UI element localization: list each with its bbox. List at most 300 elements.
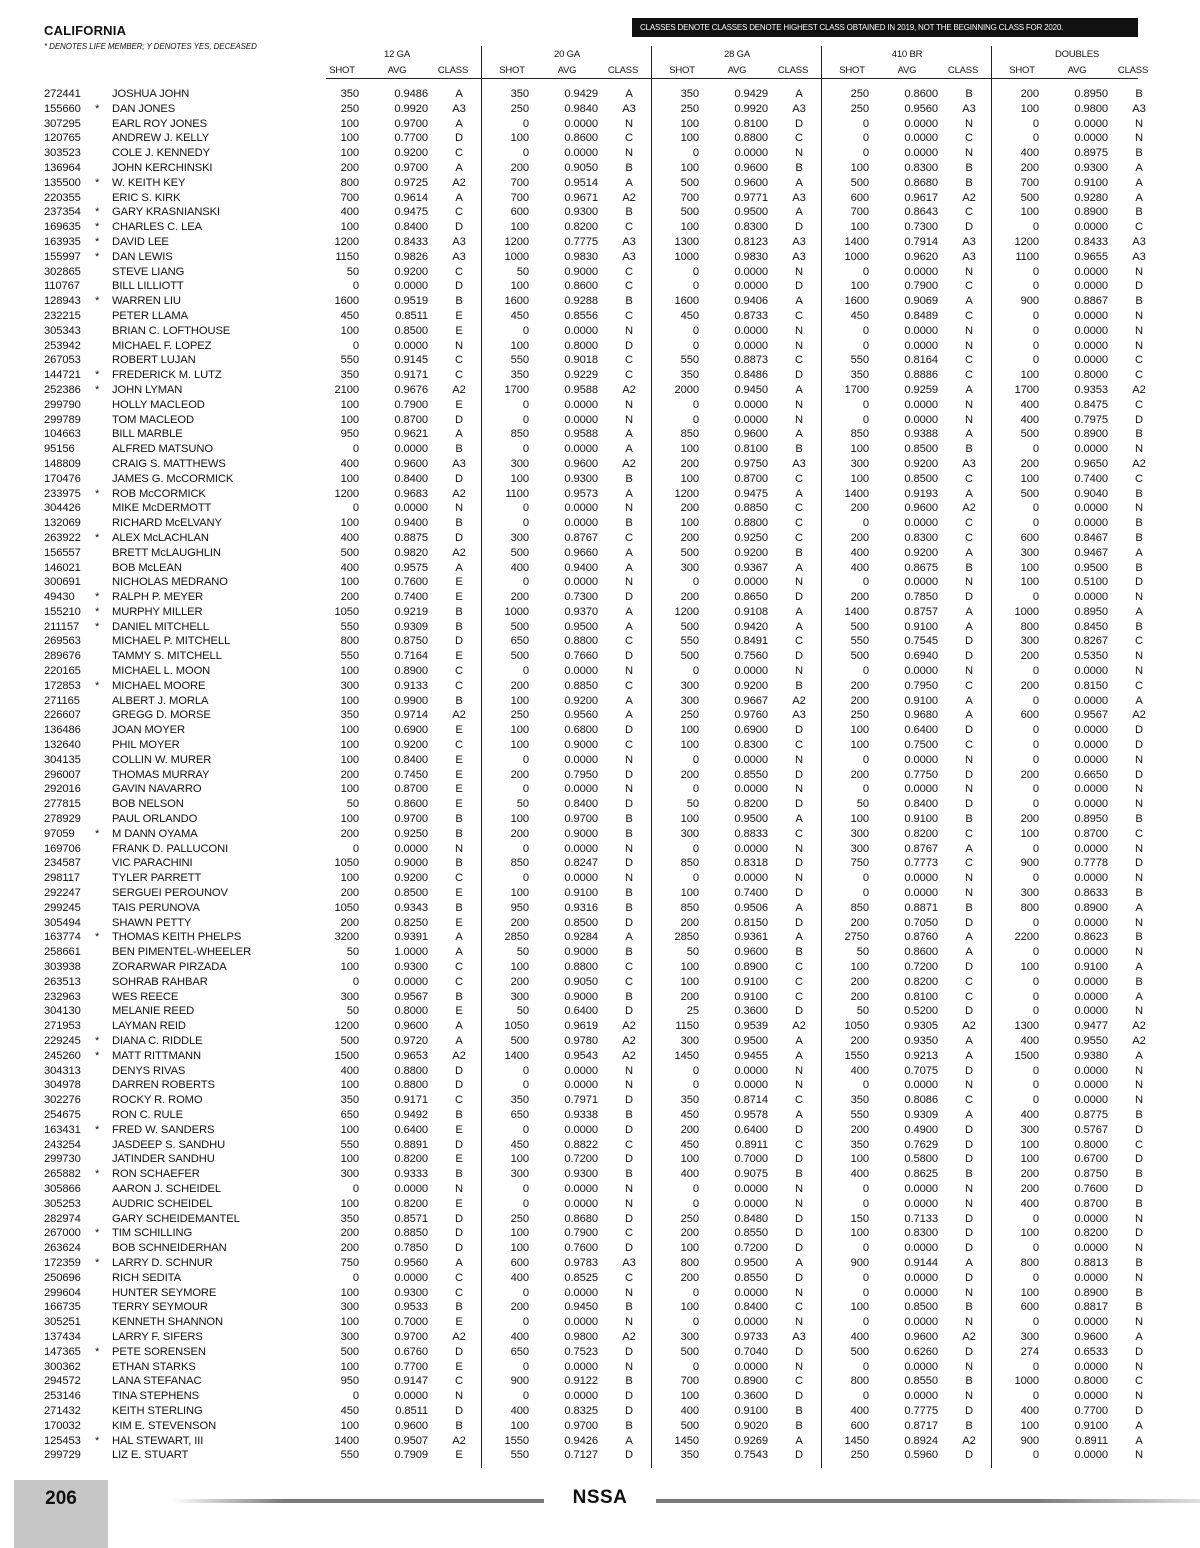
shot-count: 100 [1020,576,1039,589]
class: D [1135,1345,1143,1358]
class: A [795,813,803,826]
shot-count: 900 [510,1375,529,1388]
average: 0.8164 [904,354,938,367]
class: N [1135,1212,1143,1225]
average: 0.9300 [564,1168,598,1181]
class: B [965,1301,973,1314]
average: 0.9533 [394,1301,428,1314]
member-id: 170032 [44,1419,81,1432]
member-name: MICHAEL F. LOPEZ [112,339,212,352]
class: C [965,309,973,322]
class: D [625,650,633,663]
shot-count: 800 [340,635,359,648]
table-row [0,708,1200,723]
member-name: KEITH STERLING [112,1404,203,1417]
table-row [0,738,1200,753]
average: 0.9671 [564,191,598,204]
average: 0.9539 [734,1020,768,1033]
member-name: BEN PIMENTEL-WHEELER [112,946,252,959]
average: 0.0000 [1074,694,1108,707]
average: 0.8643 [904,206,938,219]
average: 0.9018 [564,354,598,367]
shot-count: 100 [850,1227,869,1240]
class: N [625,783,633,796]
class: D [625,1153,633,1166]
shot-count: 400 [510,561,529,574]
shot-count: 200 [850,679,869,692]
footer-rule-left [172,1499,544,1503]
shot-count: 100 [1020,472,1039,485]
class: A3 [792,102,806,115]
shot-count: 200 [510,1301,529,1314]
average: 0.9288 [564,295,598,308]
shot-count: 100 [850,724,869,737]
average: 0.0000 [564,398,598,411]
class: A [795,931,803,944]
average: 0.8300 [904,1227,938,1240]
member-id: 299789 [44,413,81,426]
average: 0.5350 [1074,650,1108,663]
class: D [455,472,463,485]
class: C [965,517,973,530]
class: A3 [622,1256,636,1269]
average: 0.9200 [904,457,938,470]
average: 0.9100 [904,694,938,707]
average: 0.9200 [734,546,768,559]
average: 0.9343 [394,901,428,914]
class: B [965,443,973,456]
average: 0.9370 [564,605,598,618]
member-id: 305866 [44,1182,81,1195]
class: N [625,502,633,515]
average: 0.0000 [564,1182,598,1195]
shot-count: 100 [850,1153,869,1166]
shot-count: 50 [516,1005,529,1018]
average: 0.9100 [1074,176,1108,189]
average: 0.9700 [394,161,428,174]
average: 0.9500 [734,813,768,826]
shot-count: 400 [340,457,359,470]
average: 0.8700 [1074,1197,1108,1210]
class: C [795,1375,803,1388]
average: 0.9338 [564,1108,598,1121]
class: A2 [452,1434,466,1447]
average: 0.8300 [904,161,938,174]
average: 0.9560 [904,102,938,115]
class: N [965,1182,973,1195]
shot-count: 0 [1032,946,1039,959]
member-id: 220355 [44,191,81,204]
member-id: 137434 [44,1330,81,1343]
class: N [625,147,633,160]
class: A [795,383,803,396]
class: D [965,1123,973,1136]
life-member-mark: * [95,531,100,544]
shot-count: 1100 [1015,250,1039,263]
class: A3 [792,709,806,722]
life-member-mark: * [95,206,100,219]
average: 0.0000 [734,324,768,337]
member-id: 172853 [44,679,81,692]
table-row [0,1241,1200,1256]
shot-count: 50 [516,946,529,959]
average: 0.8250 [394,916,428,929]
average: 0.9621 [394,428,428,441]
average: 0.9750 [734,457,768,470]
average: 0.9309 [904,1108,938,1121]
member-name: MICHAEL MOORE [112,679,206,692]
class: D [625,339,633,352]
table-row [0,782,1200,797]
class: A [965,620,973,633]
shot-count: 1200 [334,1020,359,1033]
shot-count: 550 [510,354,529,367]
shot-count: 800 [340,176,359,189]
table-row [0,797,1200,812]
shot-count: 1200 [334,487,359,500]
average: 0.0000 [904,339,938,352]
table-row [0,265,1200,280]
average: 0.9650 [1074,457,1108,470]
average: 0.9200 [394,265,428,278]
average: 0.0000 [904,753,938,766]
shot-count: 300 [340,990,359,1003]
average: 0.9229 [564,369,598,382]
class: N [1135,946,1143,959]
member-id: 220165 [44,665,81,678]
class: D [1135,768,1143,781]
average: 0.6700 [1074,1153,1108,1166]
shot-count: 1100 [505,487,529,500]
shot-count: 0 [1032,1242,1039,1255]
class: D [795,1449,803,1462]
shot-count: 200 [850,916,869,929]
shot-count: 0 [352,1390,359,1403]
class: A [455,191,463,204]
shot-count: 600 [850,191,869,204]
class: B [1135,206,1143,219]
shot-count: 550 [850,354,869,367]
average: 0.9477 [1074,1020,1108,1033]
class: A3 [622,235,636,248]
shot-count: 25 [686,1005,699,1018]
shot-count: 350 [680,88,699,100]
class: A [455,428,463,441]
class: B [965,561,973,574]
average: 0.9122 [564,1375,598,1388]
average: 0.0000 [564,147,598,160]
average: 0.7400 [394,591,428,604]
member-name: JASDEEP S. SANDHU [112,1138,226,1151]
shot-count: 50 [686,946,699,959]
shot-count: 100 [340,324,359,337]
class: A3 [452,457,466,470]
class: N [795,147,803,160]
shot-count: 100 [340,739,359,752]
member-name: RICH SEDITA [112,1271,181,1284]
shot-count: 50 [516,798,529,811]
class: B [1135,813,1143,826]
average: 0.9050 [564,161,598,174]
average: 0.8200 [564,221,598,234]
average: 0.8400 [394,472,428,485]
class: N [625,1360,633,1373]
average: 0.9492 [394,1108,428,1121]
average: 0.9700 [394,1330,428,1343]
member-name: MURPHY MILLER [112,605,203,618]
average: 0.9300 [564,206,598,219]
class: C [1135,679,1143,692]
class: B [625,1108,633,1121]
shot-count: 100 [340,132,359,145]
table-row [0,339,1200,354]
life-member-mark: * [95,383,100,396]
class: B [455,605,463,618]
average: 0.7778 [1074,857,1108,870]
class: D [965,1227,973,1240]
class: C [625,369,633,382]
shot-count: 1450 [674,1049,699,1062]
average: 0.0000 [1074,1079,1108,1092]
member-id: 267000 [44,1227,81,1240]
shot-count: 0 [862,783,869,796]
shot-count: 100 [680,975,699,988]
class: C [965,354,973,367]
average: 0.5100 [1074,576,1108,589]
class: N [965,147,973,160]
average: 0.8433 [1074,235,1108,248]
class: B [965,1419,973,1432]
shot-count: 850 [850,428,869,441]
class: D [795,1123,803,1136]
shot-count: 850 [680,901,699,914]
shot-count: 100 [340,665,359,678]
shot-count: 200 [510,916,529,929]
shot-count: 200 [340,1242,359,1255]
shot-count: 100 [510,1153,529,1166]
class: A [795,1049,803,1062]
shot-count: 100 [340,1123,359,1136]
shot-count: 2000 [674,383,699,396]
average: 0.9700 [564,813,598,826]
shot-count: 0 [522,117,529,130]
class: A3 [792,457,806,470]
member-id: 304313 [44,1064,81,1077]
average: 0.0000 [394,280,428,293]
member-name: DIANA C. RIDDLE [112,1035,203,1047]
member-name: JATINDER SANDHU [112,1153,215,1166]
average: 0.9193 [904,487,938,500]
average: 0.0000 [734,147,768,160]
shot-count: 1050 [334,857,359,870]
average: 0.0000 [904,887,938,900]
class: C [795,531,803,544]
class: C [965,975,973,988]
shot-count: 100 [850,739,869,752]
average: 0.0000 [904,1242,938,1255]
average: 0.7200 [904,961,938,974]
shot-count: 100 [850,961,869,974]
class: N [625,1182,633,1195]
average: 0.9700 [394,117,428,130]
class: B [625,1419,633,1432]
shot-count: 100 [510,472,529,485]
average: 0.9617 [904,191,938,204]
class: B [455,901,463,914]
table-row [0,383,1200,398]
shot-count: 1200 [674,487,699,500]
average: 0.7500 [904,739,938,752]
shot-count: 0 [522,502,529,515]
class: C [455,872,463,885]
shot-count: 100 [680,887,699,900]
life-member-mark: * [95,679,100,692]
member-name: FRANK D. PALLUCONI [112,842,229,855]
sub-header: SHOT [839,65,865,76]
shot-count: 0 [1032,1390,1039,1403]
average: 0.8511 [395,309,428,322]
average: 0.6900 [394,724,428,737]
class: C [625,1227,633,1240]
member-name: GREGG D. MORSE [112,709,211,722]
class: D [965,798,973,811]
average: 0.7200 [734,1242,768,1255]
member-id: 155997 [44,250,81,263]
average: 0.0000 [734,280,768,293]
shot-count: 300 [850,842,869,855]
average: 0.7775 [564,235,598,248]
average: 0.7600 [564,1242,598,1255]
average: 0.0000 [734,1286,768,1299]
average: 0.9450 [734,383,768,396]
sub-header: SHOT [669,65,695,76]
average: 0.8900 [734,1375,768,1388]
shot-count: 0 [522,443,529,456]
class: D [625,724,633,737]
class: D [455,635,463,648]
class: N [795,576,803,589]
shot-count: 0 [862,398,869,411]
class: N [1135,132,1143,145]
average: 0.8875 [394,531,428,544]
average: 0.8200 [734,798,768,811]
average: 0.8800 [564,961,598,974]
class: A2 [1132,1020,1146,1033]
shot-count: 0 [352,842,359,855]
class: A [625,931,633,944]
average: 0.7300 [904,221,938,234]
shot-count: 200 [340,887,359,900]
shot-count: 700 [510,176,529,189]
class: A [1135,1049,1143,1062]
class: A [965,709,973,722]
average: 0.9100 [564,887,598,900]
class: D [1135,724,1143,737]
shot-count: 0 [692,1064,699,1077]
shot-count: 200 [1020,768,1039,781]
shot-count: 250 [510,1212,529,1225]
average: 0.0000 [564,753,598,766]
class: E [455,650,463,663]
shot-count: 100 [340,724,359,737]
shot-count: 100 [340,1079,359,1092]
average: 0.8873 [734,354,768,367]
table-row [0,413,1200,428]
table-row [0,753,1200,768]
shot-count: 700 [340,191,359,204]
shot-count: 350 [340,1212,359,1225]
average: 0.9100 [904,813,938,826]
class: D [1135,280,1143,293]
average: 0.7400 [1074,472,1108,485]
average: 0.9600 [734,428,768,441]
average: 0.7600 [1074,1182,1108,1195]
class: D [1135,413,1143,426]
average: 0.9550 [1074,1035,1108,1047]
class: D [1135,857,1143,870]
class: D [795,724,803,737]
member-id: 304135 [44,753,81,766]
class: A [1135,191,1143,204]
member-name: GARY SCHEIDEMANTEL [112,1212,240,1225]
shot-count: 400 [850,546,869,559]
class: N [1135,591,1143,604]
member-id: 302865 [44,265,81,278]
class: A2 [452,709,466,722]
member-name: ERIC S. KIRK [112,191,181,204]
shot-count: 0 [522,842,529,855]
shot-count: 0 [522,1390,529,1403]
average: 0.0000 [904,1316,938,1329]
member-id: 299604 [44,1286,81,1299]
average: 0.0000 [1074,309,1108,322]
average: 0.9388 [904,428,938,441]
average: 0.0000 [564,413,598,426]
life-member-mark: * [95,250,100,263]
class: N [625,1079,633,1092]
average: 0.8450 [1074,620,1108,633]
table-row [0,516,1200,531]
member-name: TYLER PARRETT [112,872,202,885]
average: 0.8733 [734,309,768,322]
table-row [0,501,1200,516]
average: 0.9920 [394,102,428,115]
shot-count: 0 [862,413,869,426]
class: C [965,739,973,752]
average: 0.9069 [904,295,938,308]
average: 0.9800 [564,1330,598,1343]
class: A [625,561,633,574]
shot-count: 100 [340,1286,359,1299]
class: C [965,280,973,293]
class: A2 [962,1330,976,1343]
shot-count: 100 [680,1242,699,1255]
shot-count: 400 [1020,1035,1039,1047]
average: 0.9600 [734,161,768,174]
class: D [625,1345,633,1358]
shot-count: 100 [510,694,529,707]
class: D [965,1242,973,1255]
shot-count: 500 [680,1419,699,1432]
average: 0.8300 [904,531,938,544]
shot-count: 0 [1032,694,1039,707]
class: A [625,443,633,456]
shot-count: 950 [340,1375,359,1388]
average: 0.7660 [564,650,598,663]
class: A2 [962,502,976,515]
average: 0.8833 [734,827,768,840]
shot-count: 100 [680,443,699,456]
